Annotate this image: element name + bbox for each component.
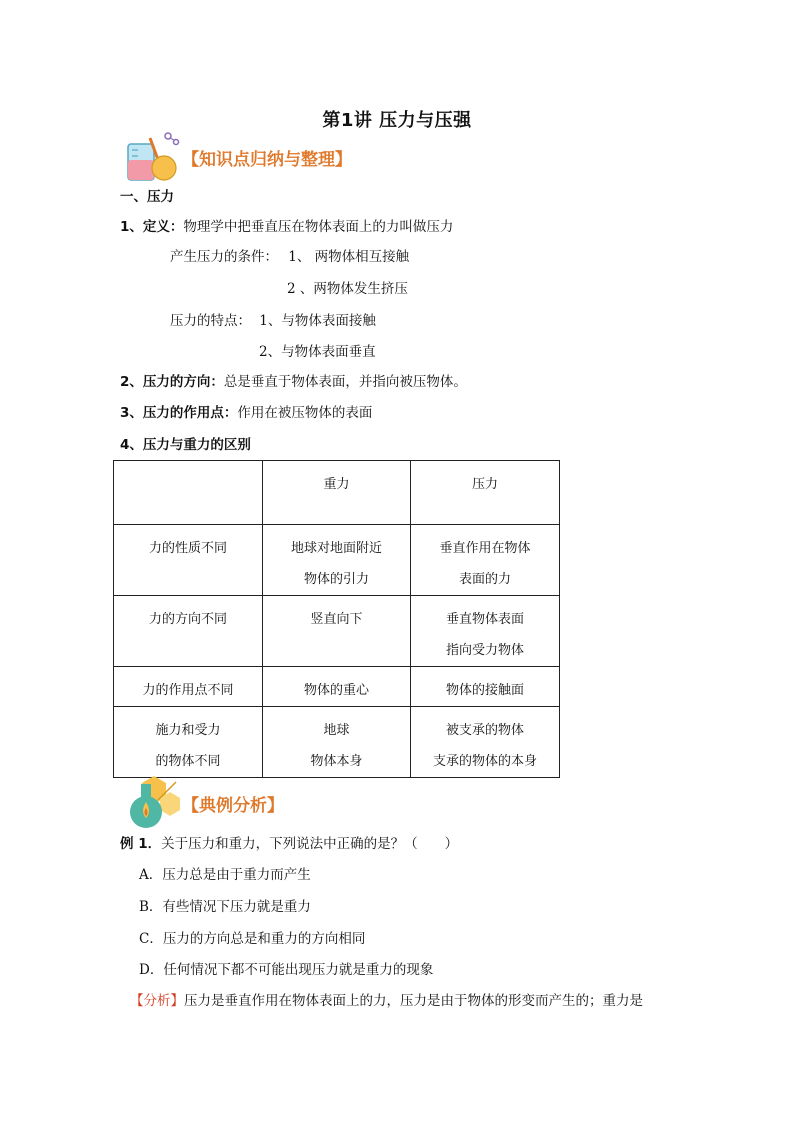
difference-heading: 4、压力与重力的区别 <box>120 437 251 453</box>
table-cell: 竖直向下 <box>263 596 411 667</box>
example-label: 例 1． <box>120 836 162 852</box>
table-header-cell: 重力 <box>263 461 411 525</box>
point-line <box>120 404 372 422</box>
examples-section-header <box>124 774 284 832</box>
definition-label: 1、定义： <box>120 219 184 235</box>
heading-pressure: 一、压力 <box>120 189 174 205</box>
condition-2: 2 、两物体发生挤压 <box>287 281 408 297</box>
feature-2: 2、与物体表面垂直 <box>259 344 376 360</box>
definition-line <box>120 218 453 236</box>
table-row <box>114 525 560 596</box>
direction-text: 总是垂直于物体表面，并指向被压物体。 <box>223 374 467 390</box>
table-cell: 物体的重心 <box>263 667 411 707</box>
point-text: 作用在被压物体的表面 <box>237 405 373 421</box>
option-c: C．压力的方向总是和重力的方向相同 <box>139 931 366 947</box>
direction-label: 2、压力的方向： <box>120 374 224 390</box>
chemistry-flask-icon <box>124 774 182 832</box>
option-d: D．任何情况下都不可能出现压力就是重力的现象 <box>139 962 434 978</box>
feature-label: 压力的特点： <box>170 313 251 329</box>
analysis-tag: 【分析】 <box>130 993 184 1009</box>
table-cell: 地球 物体本身 <box>263 707 411 778</box>
feature-line-1 <box>170 312 376 330</box>
condition-1: 1、 两物体相互接触 <box>288 249 410 265</box>
feature-1: 1、与物体表面接触 <box>259 313 376 329</box>
definition-text: 物理学中把垂直压在物体表面上的力叫做压力 <box>183 219 454 235</box>
option-a: A．压力总是由于重力而产生 <box>139 867 311 883</box>
analysis-text: 压力是垂直作用在物体表面上的力，压力是由于物体的形变而产生的；重力是 <box>184 993 643 1009</box>
table-cell: 垂直物体表面 指向受力物体 <box>411 596 560 667</box>
table-row <box>114 667 560 707</box>
example-question-text: 关于压力和重力，下列说法中正确的是？（ ） <box>161 836 459 852</box>
knowledge-section-header <box>124 128 352 186</box>
knowledge-section-title: 【知识点归纳与整理】 <box>182 149 352 170</box>
table-header-cell: 压力 <box>411 461 560 525</box>
table-header-cell <box>114 461 263 525</box>
table-row <box>114 596 560 667</box>
table-cell: 地球对地面附近 物体的引力 <box>263 525 411 596</box>
table-cell: 被支承的物体 支承的物体的本身 <box>411 707 560 778</box>
table-cell: 力的性质不同 <box>114 525 263 596</box>
point-label: 3、压力的作用点： <box>120 405 238 421</box>
option-b: B．有些情况下压力就是重力 <box>139 899 311 915</box>
page-title: 第1讲 压力与压强 <box>322 110 472 131</box>
table-cell: 力的方向不同 <box>114 596 263 667</box>
table-cell: 力的作用点不同 <box>114 667 263 707</box>
condition-line-1 <box>170 248 409 266</box>
example-1-question <box>120 835 458 853</box>
table-cell: 物体的接触面 <box>411 667 560 707</box>
examples-section-title: 【典例分析】 <box>182 795 284 816</box>
table-row <box>114 707 560 778</box>
table-cell: 施力和受力 的物体不同 <box>114 707 263 778</box>
condition-label: 产生压力的条件： <box>170 249 278 265</box>
direction-line <box>120 373 467 391</box>
table-cell: 垂直作用在物体 表面的力 <box>411 525 560 596</box>
table-header-row <box>114 461 560 525</box>
analysis-line <box>130 992 643 1010</box>
lab-flask-icon <box>124 128 182 186</box>
comparison-table <box>113 460 560 778</box>
